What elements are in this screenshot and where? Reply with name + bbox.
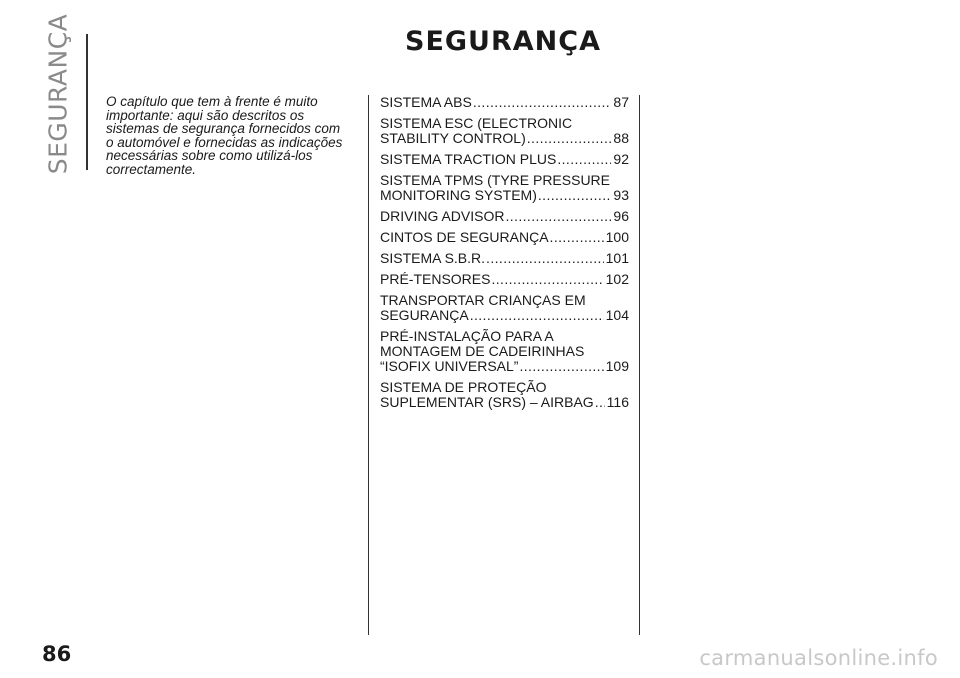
toc-entry-title: “ISOFIX UNIVERSAL” <box>380 358 519 374</box>
chapter-title: SEGURANÇA <box>405 26 601 57</box>
column-divider-left <box>368 95 369 635</box>
toc-entry-title: SEGURANÇA <box>380 307 469 323</box>
toc-entry-title: STABILITY CONTROL) <box>380 130 526 146</box>
toc-entry-title: SISTEMA TPMS (TYRE PRESSURE <box>380 172 611 188</box>
toc-entry-title: SISTEMA S.B.R. <box>380 250 486 266</box>
toc-entry-line <box>380 152 629 167</box>
toc-entry[interactable] <box>380 380 629 410</box>
toc-entry[interactable] <box>380 251 629 266</box>
toc-dot-leader <box>527 131 612 146</box>
toc-entry-line <box>380 359 629 374</box>
toc-entry-title: SISTEMA ABS <box>380 94 472 110</box>
toc-dot-leader <box>595 395 605 410</box>
toc-entry-title: PRÉ-INSTALAÇÃO PARA A <box>380 328 554 344</box>
toc-entry-line <box>380 95 629 110</box>
toc-entry-title: CINTOS DE SEGURANÇA <box>380 229 549 245</box>
toc-entry[interactable] <box>380 116 629 146</box>
toc-entry-page: 96 <box>613 208 629 224</box>
toc-entry-line <box>380 380 629 395</box>
toc-dot-leader <box>538 188 612 203</box>
toc-dot-leader <box>470 308 604 323</box>
toc-entry-line <box>380 308 629 323</box>
toc-entry-page: 92 <box>613 151 629 167</box>
toc-entry-line <box>380 230 629 245</box>
chapter-intro <box>106 95 361 176</box>
toc-entry[interactable] <box>380 293 629 323</box>
toc-entry-title: PRÉ-TENSORES <box>380 271 491 287</box>
toc-entry-page: 87 <box>613 94 629 110</box>
column-divider-right <box>639 95 640 635</box>
toc-dot-leader <box>473 95 612 110</box>
toc-entry[interactable] <box>380 209 629 224</box>
toc-entry-line <box>380 188 629 203</box>
toc-entry-page: 88 <box>613 130 629 146</box>
toc-entry-line <box>380 395 629 410</box>
toc-entry-title: MONITORING SYSTEM) <box>380 187 537 203</box>
toc-entry-page: 93 <box>613 187 629 203</box>
intro-line: sistemas de segurança fornecidos com <box>106 121 341 136</box>
toc-dot-leader <box>505 209 611 224</box>
toc-dot-leader <box>550 230 604 245</box>
toc-entry[interactable] <box>380 230 629 245</box>
toc-entry-line <box>380 293 629 308</box>
intro-line: necessárias sobre como utilizá-los <box>106 148 313 163</box>
toc-entry[interactable] <box>380 95 629 110</box>
toc-dot-leader <box>491 272 603 287</box>
toc-entry-title: MONTAGEM DE CADEIRINHAS <box>380 343 585 359</box>
toc-entry-page: 104 <box>605 307 629 323</box>
intro-line: correctamente. <box>106 161 197 177</box>
toc-entry-line <box>380 209 629 224</box>
toc-entry-page: 116 <box>606 394 629 410</box>
toc-entry-line <box>380 329 629 344</box>
toc-entry-line <box>380 131 629 146</box>
toc-dot-leader <box>557 152 611 167</box>
toc-entry-title: SISTEMA ESC (ELECTRONIC <box>380 115 573 131</box>
chapter-side-tab-label: SEGURANÇA <box>43 13 73 175</box>
toc-entry-line <box>380 272 629 287</box>
toc-entry-page: 100 <box>605 229 629 245</box>
toc-dot-leader <box>486 251 604 266</box>
toc-entry-title: SUPLEMENTAR (SRS) – AIRBAG <box>380 394 594 410</box>
toc-entry-line <box>380 251 629 266</box>
intro-line: O capítulo que tem à frente é muito <box>106 94 318 109</box>
table-of-contents <box>380 95 629 416</box>
toc-entry[interactable] <box>380 329 629 374</box>
toc-entry-title: DRIVING ADVISOR <box>380 208 505 224</box>
toc-entry-title: TRANSPORTAR CRIANÇAS EM <box>380 292 586 308</box>
toc-entry-line <box>380 344 629 359</box>
toc-entry[interactable] <box>380 152 629 167</box>
toc-dot-leader <box>519 359 603 374</box>
page-number: 86 <box>42 642 72 666</box>
toc-entry-page: 101 <box>605 250 629 266</box>
toc-entry[interactable] <box>380 272 629 287</box>
chapter-side-tab-bar <box>86 34 88 170</box>
watermark: carmanualsonline.info <box>699 646 938 670</box>
toc-entry[interactable] <box>380 173 629 203</box>
intro-line: o automóvel e fornecidas as indicações <box>106 134 343 150</box>
toc-entry-page: 102 <box>605 271 629 287</box>
toc-entry-page: 109 <box>605 358 629 374</box>
toc-entry-title: SISTEMA DE PROTEÇÃO <box>380 379 547 395</box>
toc-entry-line <box>380 173 629 188</box>
toc-entry-title: SISTEMA TRACTION PLUS <box>380 151 557 167</box>
intro-line: importante: aqui são descritos os <box>106 107 305 123</box>
toc-entry-line <box>380 116 629 131</box>
